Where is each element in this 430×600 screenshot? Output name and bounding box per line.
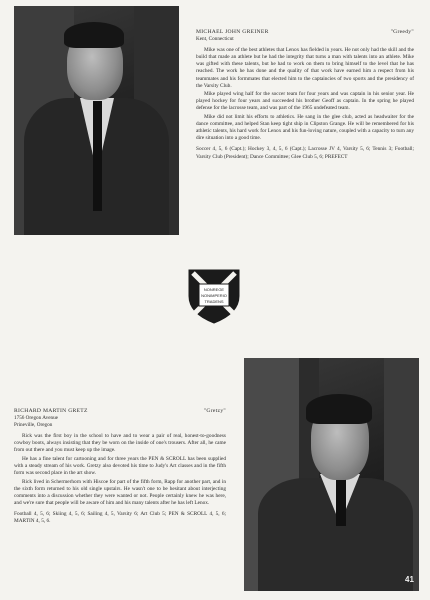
student-address: 1756 Oregon Avenue (14, 415, 58, 422)
student-hometown: Kent, Connecticut (196, 36, 234, 43)
crest-motto-line: NONIMPERIO (201, 293, 227, 298)
bio-greiner (196, 29, 414, 162)
crest-shield-icon (187, 268, 241, 324)
activities-list: Football 4, 5, 6; Skiing 4, 5, 6; Sailing 4, 5, Varsity 6; Art Club 5; PEN & SCROLL 4, 5, 6; MARTIN 4, 5, 6. (14, 511, 226, 525)
student-name: MICHAEL JOHN GREINER (196, 29, 269, 35)
student-nickname: "Greedy" (390, 29, 414, 35)
bio-paragraph: Mike did not limit his efforts to athletics. He sang in the glee club, acted as headwaiter for the dance committee, and helped Stan keep tight ship in Clipston Grange. He will be remembered for his athletic talents, his hard work for Lenox and his fun-loving nature, coupled with a capacity to turn any dire situation into a good time. (196, 114, 414, 142)
crest-motto-line: NONREGE (203, 287, 225, 292)
student-nickname: "Gretzy" (203, 408, 226, 414)
school-crest (187, 268, 241, 324)
student-name-row (196, 29, 414, 36)
bio-paragraph: Rick lived in Schermerhorn with Hiscoe for part of the fifth form, Rapp for another part, and in the sixth form returned to his old single upstairs. He wasn't one to be hesitant about interjecting comments into a discussion whether they were wanted or not. People certainly knew he was here, and we're sure that people will be aware of him and his many talents after he has left Lenox. (14, 478, 226, 507)
bio-gretz (14, 408, 226, 527)
bio-paragraph: Mike was one of the best athletes that Lenox has fielded in years. He not only had the skill and the build that made an athlete but he had the integrity that turns a man with talents into an athlete. Mike was gifted with these talents, but he had to work on them to bring himself to the level that he has reached. The work he has done and the quality of that work have earned him a respect from his teammates and his formmates that elected him to the captaincies of two sports and the presidency of the Varsity Club. (196, 47, 414, 89)
page-number: 41 (405, 575, 414, 584)
activities-list: Soccer 4, 5, 6 (Capt.); Hockey 3, 4, 5, 6 (Capt.); Lacrosse JV 4, Varsity 5, 6; Tennis 3; Football; Varsity Club (President); Dance Committee; Glee Club 5, 6; PREFECT (196, 146, 414, 160)
bio-paragraph: Rick was the first boy in the school to have and to wear a pair of real, honest-to-goodness cowboy boots, always insisting that they be worn on the inside of one's trousers. After all, he came from out there and you must keep up the image. (14, 433, 226, 454)
portrait-photo-greiner (14, 6, 179, 235)
bio-paragraph: He has a fine talent for cartooning and for three years the PEN & SCROLL has been supplied with a steady stream of his work. Gretzy also devoted his time to Judy's Art classes and in the fifth form was second place in the art show. (14, 456, 226, 477)
crest-motto-line: TRADENS (204, 299, 224, 304)
student-hometown: Prineville, Oregon (14, 422, 53, 429)
student-name-row (14, 408, 226, 415)
student-name: RICHARD MARTIN GRETZ (14, 408, 88, 414)
portrait-photo-gretz (244, 358, 419, 591)
bio-paragraph: Mike played wing half for the soccer team for four years and was captain in his senior year. He played hockey for four years and succeeded his brother Geoff as captain. In the spring he played defense for the lacrosse team, and was part of the 1965 undefeated team. (196, 91, 414, 112)
